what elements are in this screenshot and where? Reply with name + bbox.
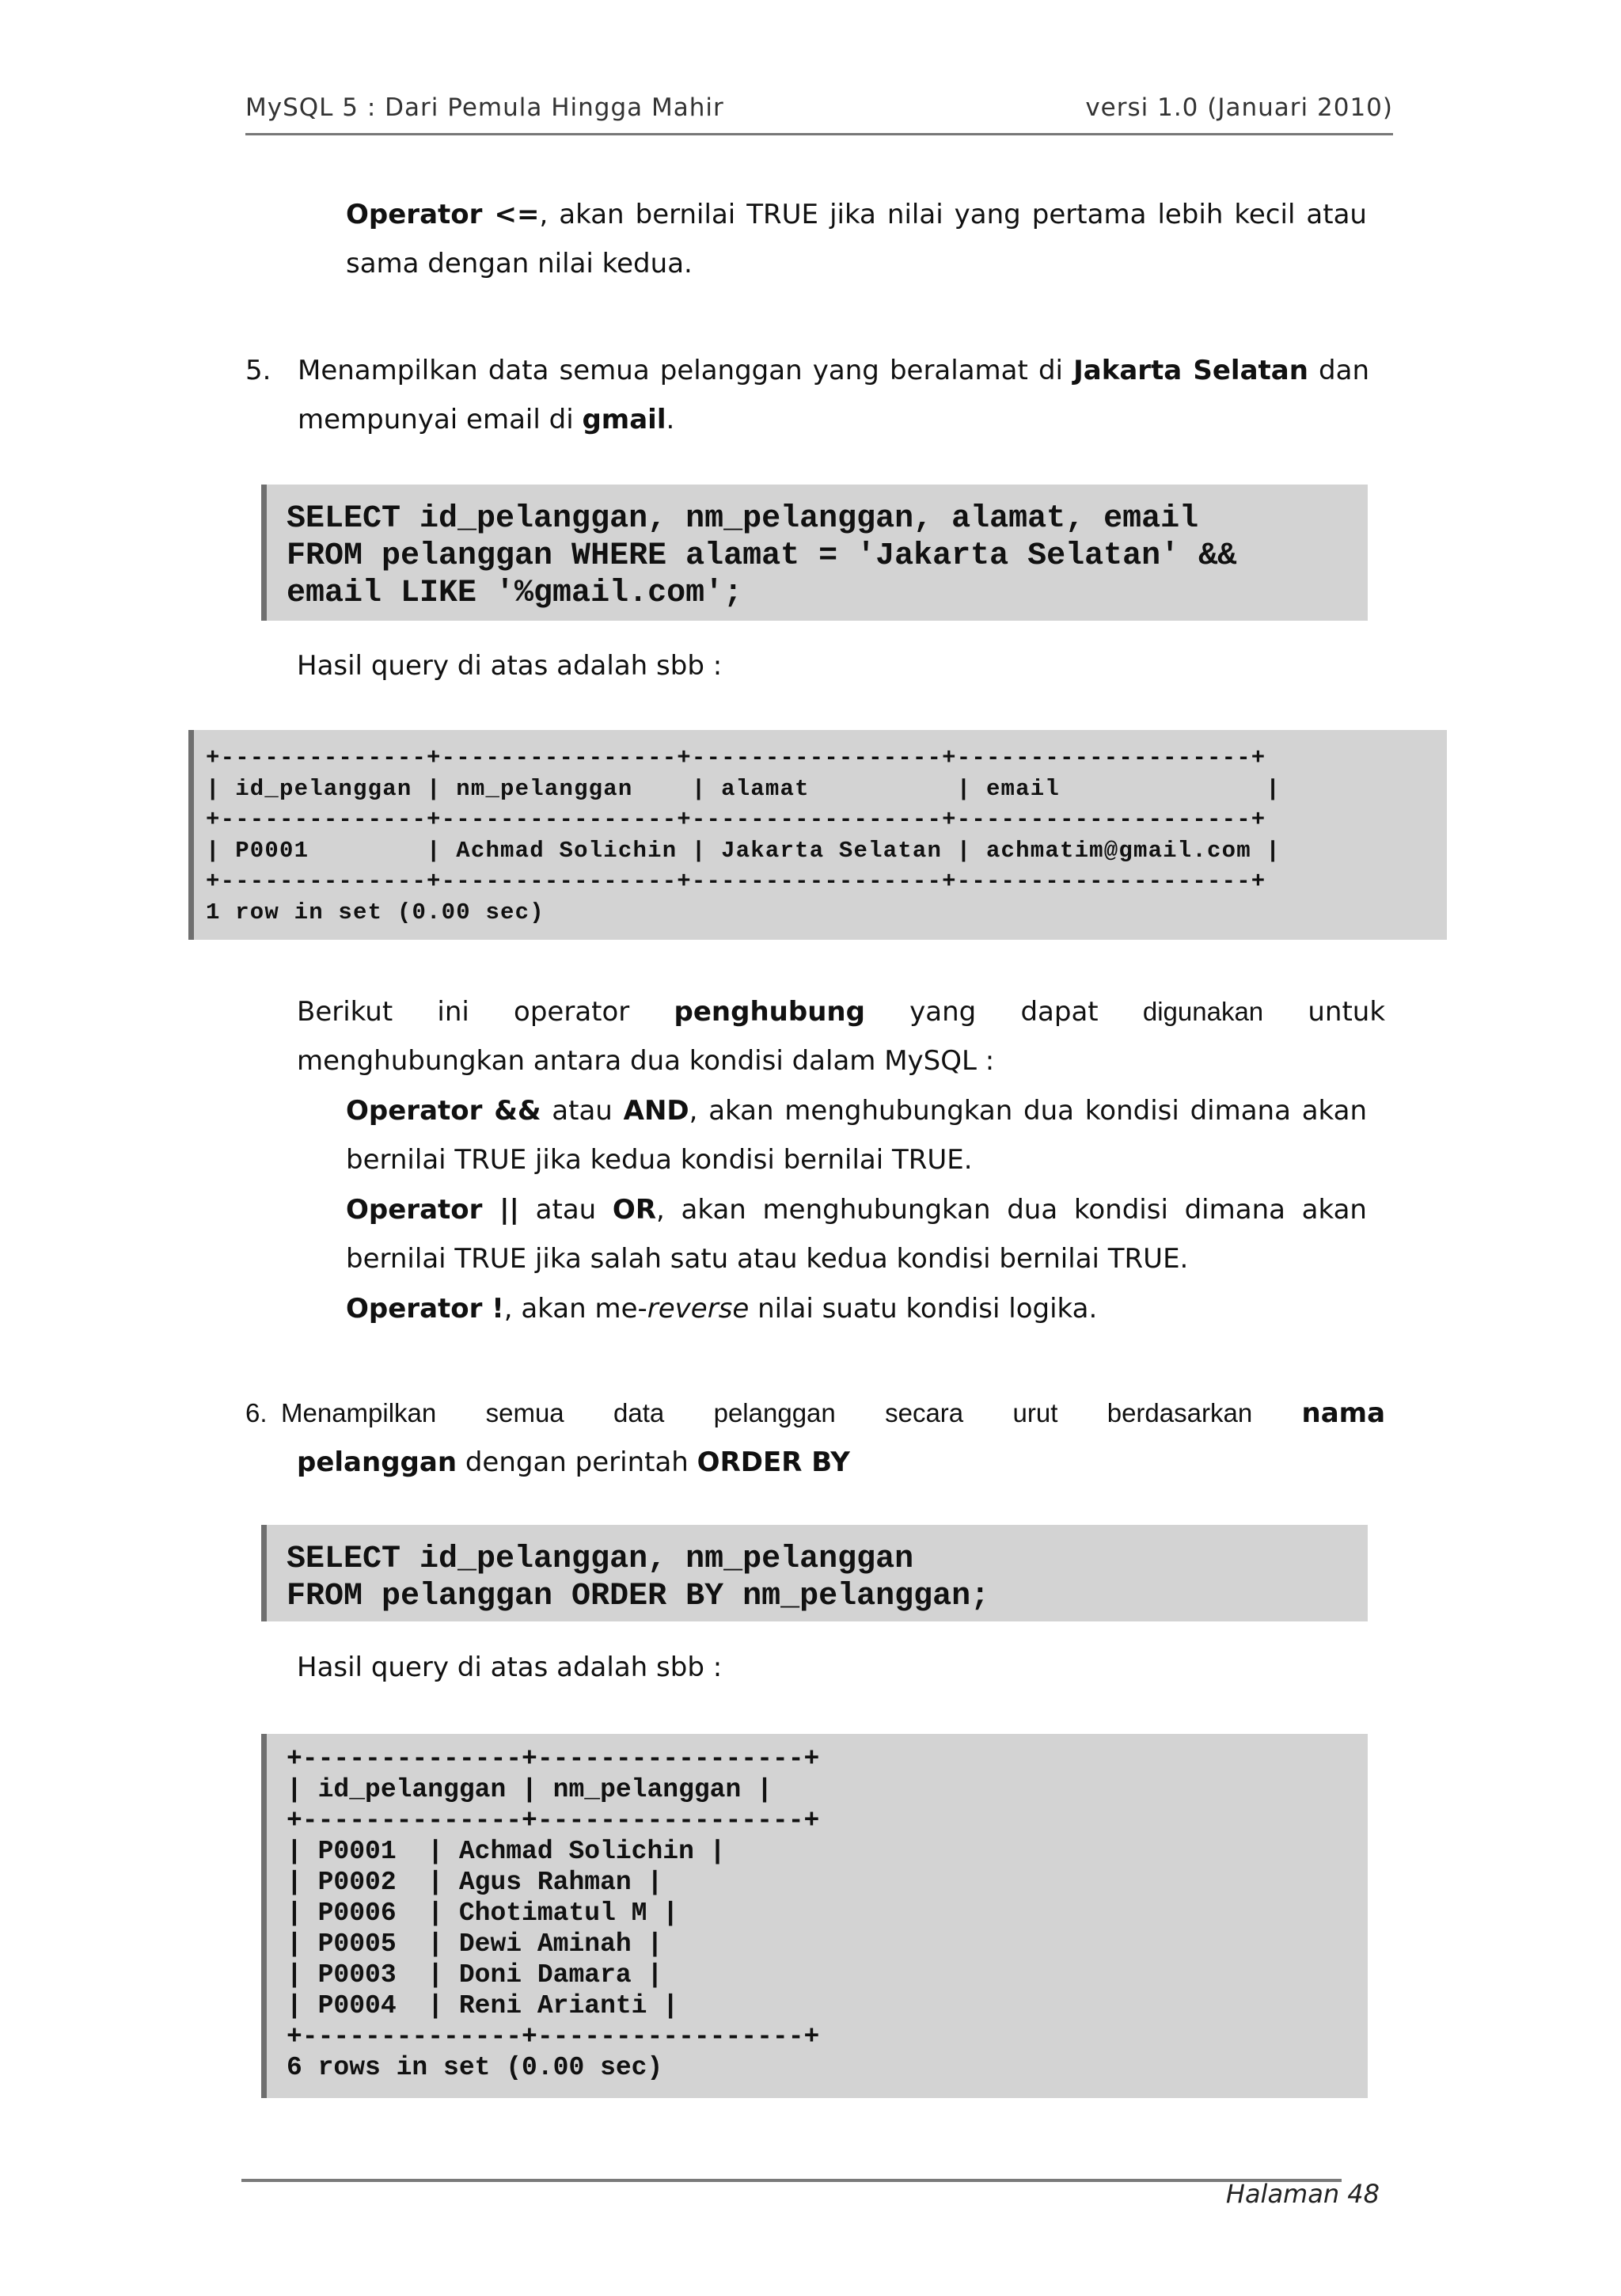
- operator-or-label: Operator ||: [346, 1194, 519, 1226]
- item6-word: pelanggan: [713, 1398, 836, 1427]
- item6-line2: [245, 1438, 1385, 1487]
- item6-word: semua: [485, 1398, 564, 1427]
- item5-text2: dan mempunyai email di: [298, 355, 1370, 435]
- document-version: versi 1.0 (Januari 2010): [1085, 93, 1393, 122]
- item6-bold-order-by: ORDER BY: [697, 1446, 850, 1478]
- operator-and-bold: AND: [623, 1095, 689, 1127]
- item6-word: secara: [885, 1398, 964, 1427]
- operator-and-paragraph: [346, 1086, 1367, 1184]
- connector-intro-bold: penghubung: [674, 996, 865, 1028]
- operator-lte-label: Operator <=: [346, 199, 540, 230]
- item5-text1: Menampilkan data semua pelanggan yang beralamat di: [298, 355, 1063, 386]
- list-item-5: [245, 346, 1369, 444]
- item6-word: data: [613, 1398, 665, 1427]
- connector-intro-text: Berikut ini operator: [297, 996, 630, 1028]
- result-intro-2: Hasil query di atas adalah sbb :: [297, 1652, 723, 1683]
- operator-not-label: Operator !: [346, 1293, 504, 1325]
- page-number: Halaman 48: [1225, 2179, 1380, 2209]
- item6-line2-text: dengan perintah: [465, 1446, 689, 1478]
- operator-and-mid: atau: [552, 1095, 613, 1127]
- connector-intro-text2: yang dapat: [909, 996, 1099, 1028]
- item6-bold-pelanggan: pelanggan: [297, 1446, 457, 1478]
- operator-or-bold: OR: [612, 1194, 657, 1226]
- sql-query-1: SELECT id_pelanggan, nm_pelanggan, alamat, email FROM pelanggan WHERE alamat = 'Jakarta Selatan' && email LIKE '%gmail.com';: [287, 501, 1237, 611]
- query-output-block-2: [261, 1734, 1368, 2098]
- operator-lte-paragraph: [346, 190, 1367, 288]
- footer-divider: [241, 2179, 1342, 2182]
- list-item-6: [245, 1389, 1385, 1487]
- item6-word: urut: [1012, 1398, 1058, 1427]
- query-output-1: +--------------+----------------+-----------------+--------------------+ | id_pelanggan | nm_pelanggan | alamat | email | +--------------+----------------+-----------------+--------------------+ | P0001 | Achmad Solichin | Jakarta Selatan | achmatim@gmail.com | +--------------+----------------+-----------------+--------------------+ 1 row in set (0.00 sec): [206, 745, 1281, 926]
- list-number-6: 6.: [245, 1398, 268, 1427]
- operator-or-mid: atau: [535, 1194, 597, 1226]
- item6-bold-nama: nama: [1301, 1397, 1386, 1429]
- item6-word: Menampilkan: [281, 1398, 437, 1427]
- item5-period: .: [666, 404, 675, 435]
- connector-intro-line1: [297, 987, 1385, 1036]
- connector-intro-paragraph: [297, 987, 1385, 1085]
- operator-not-text2: nilai suatu kondisi logika.: [749, 1293, 1098, 1325]
- sql-query-2: SELECT id_pelanggan, nm_pelanggan FROM pelanggan ORDER BY nm_pelanggan;: [287, 1541, 990, 1614]
- query-output-block-1: [188, 730, 1447, 940]
- item5-bold-location: Jakarta Selatan: [1073, 355, 1308, 386]
- item5-bold-gmail: gmail: [582, 404, 666, 435]
- connector-intro-small: digunakan: [1142, 997, 1264, 1026]
- result-intro-1: Hasil query di atas adalah sbb :: [297, 650, 723, 682]
- sql-code-block-1: [261, 485, 1368, 621]
- item6-word: berdasarkan: [1107, 1398, 1253, 1427]
- document-title: MySQL 5 : Dari Pemula Hingga Mahir: [245, 93, 724, 122]
- operator-not-italic: reverse: [647, 1293, 750, 1325]
- page-header: [245, 93, 1393, 135]
- connector-intro-text3: untuk: [1308, 996, 1386, 1028]
- query-output-2: +--------------+-----------------+ | id_pelanggan | nm_pelanggan | +--------------+-----------------+ | P0001 | Achmad Solichin | | P0002 | Agus Rahman | | P0006 | Chotimatul M | | P0005 | Dewi Aminah | | P0003 | Doni Damara | | P0004 | Reni Arianti | +--------------+-----------------+ 6 rows in set (0.00 sec): [287, 1744, 820, 2082]
- list-number-5: 5.: [245, 355, 271, 386]
- operator-lte-text: , akan bernilai TRUE jika nilai yang pertama lebih kecil atau sama dengan nilai kedua.: [346, 199, 1367, 279]
- operator-or-text: , akan menghubungkan dua kondisi dimana akan bernilai TRUE jika salah satu atau kedua kondisi bernilai TRUE.: [346, 1194, 1367, 1275]
- operator-or-paragraph: [346, 1185, 1367, 1283]
- operator-and-label: Operator &&: [346, 1095, 541, 1127]
- connector-intro-line2: menghubungkan antara dua kondisi dalam MySQL :: [297, 1045, 995, 1077]
- item6-line1: [245, 1389, 1385, 1438]
- operator-not-paragraph: [346, 1284, 1367, 1333]
- operator-not-text1: , akan me-: [503, 1293, 647, 1325]
- operator-and-text: , akan menghubungkan dua kondisi dimana akan bernilai TRUE jika kedua kondisi bernilai TRUE.: [346, 1095, 1368, 1176]
- sql-code-block-2: [261, 1525, 1368, 1621]
